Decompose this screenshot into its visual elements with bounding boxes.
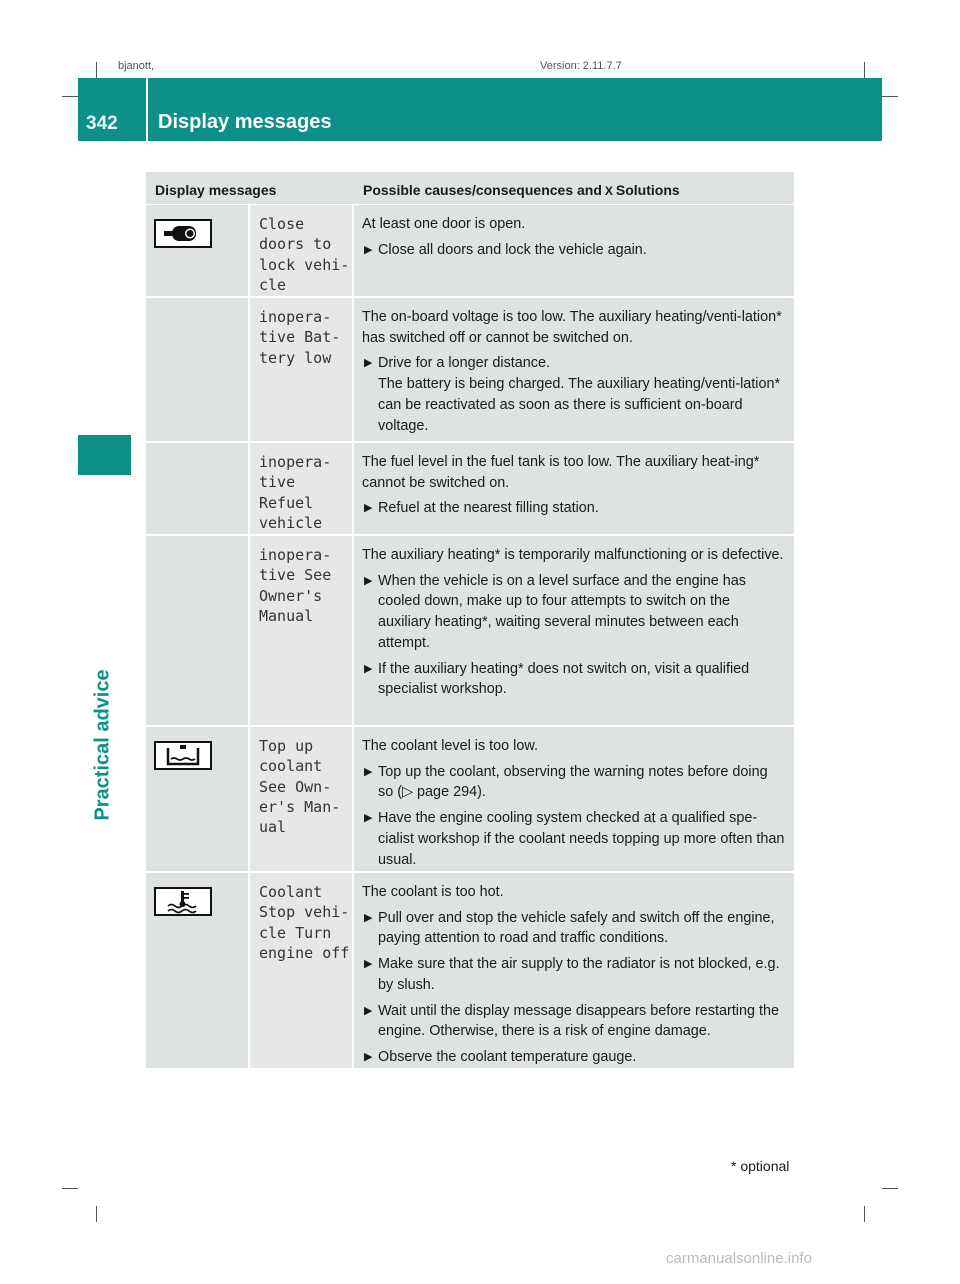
icon-cell: [146, 298, 250, 441]
display-message: Close doors to lock vehi‐ cle: [259, 215, 350, 294]
table-row: [146, 727, 794, 873]
table-row: [146, 873, 794, 1068]
table-row: [146, 205, 794, 298]
solution-cell: [354, 443, 794, 534]
step-arrow-icon: ▶: [364, 1050, 373, 1063]
message-cell: [250, 873, 354, 1068]
crop-mark: [864, 62, 865, 78]
solution-step-text: Drive for a longer distance.: [378, 355, 550, 372]
display-message: inopera‐ tive See Owner's Manual: [259, 546, 332, 625]
crop-mark: [96, 1206, 97, 1222]
solution-step: [362, 659, 786, 700]
display-message: inopera‐ tive Bat‐ tery low: [259, 308, 341, 367]
solution-step: [362, 1047, 786, 1068]
message-cell: [250, 298, 354, 441]
solution-step-text: When the vehicle is on a level surface and the engine has cooled down, make up to four attempts to switch on the auxiliary heating*, waiting several minutes between each attempt.: [378, 572, 746, 651]
solution-step-text: Top up the coolant, observing the warning notes before doing so (▷ page 294).: [378, 763, 768, 801]
solution-step-text: Refuel at the nearest filling station.: [378, 500, 599, 517]
solution-step: [362, 353, 786, 436]
message-cell: [250, 205, 354, 296]
crop-mark: [882, 1188, 898, 1189]
cause-text: The coolant level is too low.: [362, 738, 538, 754]
step-arrow-icon: ▶: [364, 765, 373, 778]
top-meta-right: Version: 2.11.7.7: [540, 60, 622, 72]
solution-step-text: Pull over and stop the vehicle safely and switch off the engine, paying attention to road and traffic conditions.: [378, 909, 775, 947]
step-arrow-icon: ▶: [364, 1004, 373, 1017]
display-messages-table: [146, 172, 794, 1068]
solution-step-text: Wait until the display message disappears before restarting the engine. Otherwise, there is a risk of engine damage.: [378, 1002, 780, 1040]
col-header-solutions-part1: Possible causes/consequences and: [363, 182, 602, 198]
side-tab: [78, 435, 131, 475]
solution-step-text: Observe the coolant temperature gauge.: [378, 1048, 637, 1065]
solution-step: [362, 1001, 786, 1042]
crop-mark: [96, 62, 97, 78]
message-cell: [250, 727, 354, 871]
icon-cell: [146, 873, 250, 1068]
col-header-solutions-part2: Solutions: [615, 182, 680, 198]
step-arrow-icon: ▶: [364, 357, 373, 370]
solution-step-text: Make sure that the air supply to the radiator is not blocked, e.g. by slush.: [378, 956, 780, 993]
table-row: [146, 298, 794, 443]
icon-cell: [146, 727, 250, 871]
key-icon: [154, 219, 212, 248]
crop-mark: [62, 96, 78, 97]
col-header-solutions: [363, 182, 680, 198]
message-cell: [250, 536, 354, 725]
display-message: inopera‐ tive Refuel vehicle: [259, 453, 332, 532]
solution-step-text: If the auxiliary heating* does not switch on, visit a qualified specialist workshop.: [378, 660, 750, 698]
solution-step: [362, 908, 786, 949]
step-arrow-icon: ▶: [364, 958, 373, 971]
cause-text: At least one door is open.: [362, 216, 526, 232]
solution-step: [362, 498, 786, 519]
table-row: [146, 536, 794, 727]
solution-step-continuation: The battery is being charged. The auxiliary heating/venti-lation* can be reactivated as soon as there is sufficient on-board voltage.: [378, 376, 781, 434]
solution-cell: [354, 298, 794, 441]
cause-text: The coolant is too hot.: [362, 884, 504, 900]
solution-step: [362, 571, 786, 654]
cause-text: The on-board voltage is too low. The auxiliary heating/venti-lation* has switched off or cannot be switched on.: [362, 309, 782, 346]
coolant-level-icon: [154, 741, 212, 770]
solution-step: [362, 762, 786, 803]
solution-cell: [354, 205, 794, 296]
solution-step-text: Have the engine cooling system checked at a qualified spe-cialist workshop if the coolant needs topping up more often than usual.: [378, 810, 785, 868]
crop-mark: [882, 96, 898, 97]
solution-step: [362, 808, 786, 870]
icon-cell: [146, 443, 250, 534]
table-row: [146, 443, 794, 536]
crop-mark: [62, 1188, 78, 1189]
message-cell: [250, 443, 354, 534]
side-section-label: [80, 655, 125, 835]
table-header: [146, 172, 794, 205]
crop-mark: [864, 1206, 865, 1222]
action-arrow-icon: X: [604, 184, 613, 198]
top-meta-left: bjanott,: [118, 60, 155, 72]
step-arrow-icon: ▶: [364, 502, 373, 515]
page-header: [78, 78, 882, 141]
step-arrow-icon: ▶: [364, 911, 373, 924]
page-title: Display messages: [158, 111, 332, 133]
coolant-temperature-icon: [154, 887, 212, 916]
icon-cell: [146, 536, 250, 725]
icon-cell: [146, 205, 250, 296]
solution-step: [362, 240, 786, 261]
solution-step: [362, 954, 786, 995]
solution-step-text: Close all doors and lock the vehicle again.: [378, 241, 647, 258]
cause-text: The auxiliary heating* is temporarily malfunctioning or is defective.: [362, 547, 784, 563]
page-number: 342: [86, 113, 118, 134]
step-arrow-icon: ▶: [364, 243, 373, 256]
solution-cell: [354, 873, 794, 1068]
side-section-label-text: Practical advice: [91, 669, 113, 821]
watermark: carmanualsonline.info: [666, 1250, 812, 1267]
step-arrow-icon: ▶: [364, 662, 373, 675]
col-header-messages: Display messages: [155, 182, 277, 198]
header-divider: [146, 78, 148, 141]
step-arrow-icon: ▶: [364, 574, 373, 587]
optional-footnote: * optional: [731, 1158, 790, 1174]
cause-text: The fuel level in the fuel tank is too low. The auxiliary heat-ing* cannot be switched on.: [362, 454, 760, 491]
solution-cell: [354, 536, 794, 725]
step-arrow-icon: ▶: [364, 812, 373, 825]
display-message: Top up coolant See Own‐ er's Man‐ ual: [259, 737, 341, 837]
solution-cell: [354, 727, 794, 871]
display-message: Coolant Stop vehi‐ cle Turn engine off: [259, 883, 350, 962]
